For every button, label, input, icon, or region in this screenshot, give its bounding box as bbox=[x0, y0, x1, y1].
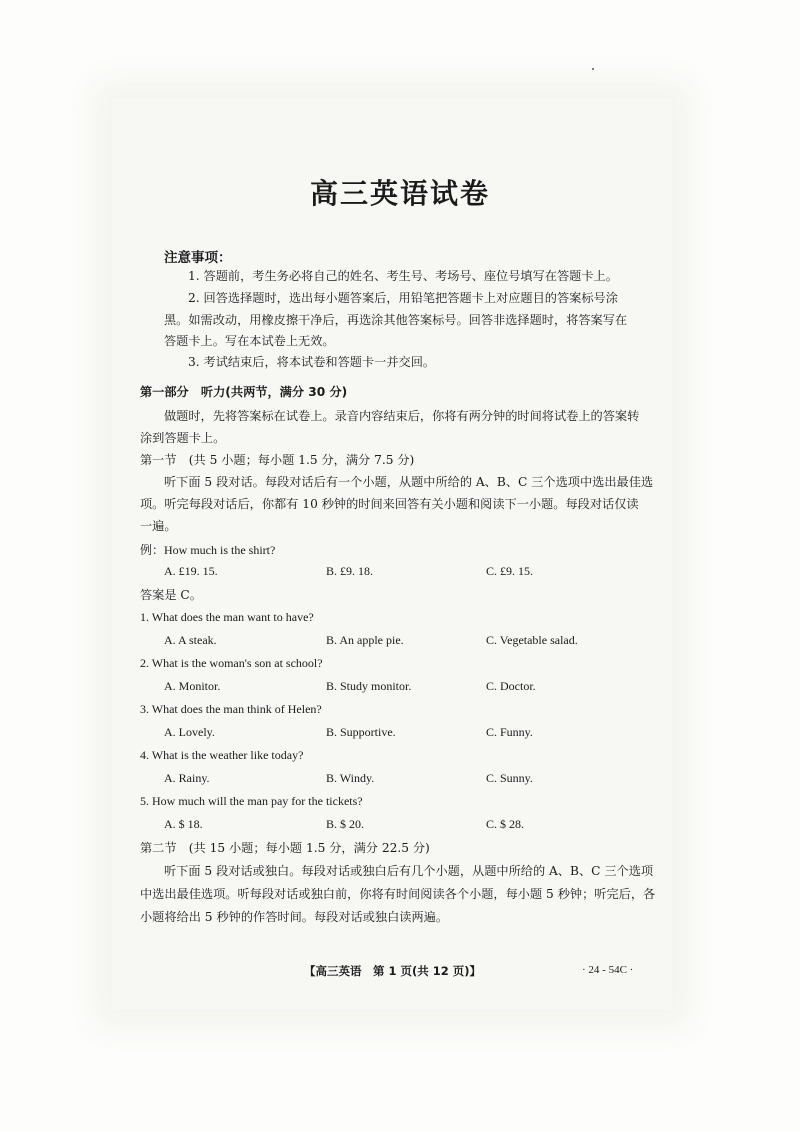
section2-instr-line-2: 中选出最佳选项。听每段对话或独白前，你将有时间阅读各个小题，每小题 5 秒钟；听完后，各 bbox=[140, 887, 656, 901]
section2-instr-line-3: 小题将给出 5 秒钟的作答时间。每段对话或独白读两遍。 bbox=[140, 910, 449, 924]
example-option-c: C. £9. 15. bbox=[486, 564, 534, 578]
question-5: 5. How much will the man pay for the tickets? bbox=[140, 794, 363, 808]
section2-instr-line-1: 听下面 5 段对话或独白。每段对话或独白后有几个小题，从题中所给的 A、B、C 三个选项 bbox=[164, 864, 654, 878]
question-1-option-b: B. An apple pie. bbox=[326, 633, 404, 647]
part1-instr-line-1: 做题时，先将答案标在试卷上。录音内容结束后，你将有两分钟的时间将试卷上的答案转 bbox=[164, 409, 640, 423]
section1-instr-line-1: 听下面 5 段对话。每段对话后有一个小题，从题中所给的 A、B、C 三个选项中选出最佳选 bbox=[164, 475, 654, 489]
page-footer-label: 【高三英语 第 1 页(共 12 页)】 bbox=[304, 964, 482, 978]
notice-item-2-line-3: 答题卡上。写在本试卷上无效。 bbox=[164, 334, 335, 348]
question-1-option-c: C. Vegetable salad. bbox=[486, 633, 578, 647]
section2-heading: 第二节 (共 15 小题；每小题 1.5 分，满分 22.5 分) bbox=[140, 841, 430, 855]
question-4: 4. What is the weather like today? bbox=[140, 748, 304, 762]
section1-heading: 第一节 (共 5 小题；每小题 1.5 分，满分 7.5 分) bbox=[140, 453, 415, 467]
question-2-option-b: B. Study monitor. bbox=[326, 679, 412, 693]
example-option-b: B. £9. 18. bbox=[326, 564, 374, 578]
example-question: 例：How much is the shirt? bbox=[140, 543, 276, 557]
section1-instr-line-2: 项。听完每段对话后，你都有 10 秒钟的时间来回答有关小题和阅读下一小题。每段对话仅读 bbox=[140, 497, 639, 511]
question-5-option-b: B. $ 20. bbox=[326, 817, 365, 831]
notice-item-3: 3. 考试结束后，将本试卷和答题卡一并交回。 bbox=[188, 355, 436, 369]
example-option-a: A. £19. 15. bbox=[164, 564, 218, 578]
question-3: 3. What does the man think of Helen? bbox=[140, 702, 322, 716]
notice-item-2-line-1: 2. 回答选择题时，选出每小题答案后，用铅笔把答题卡上对应题目的答案标号涂 bbox=[188, 291, 618, 305]
question-1: 1. What does the man want to have? bbox=[140, 610, 314, 624]
question-2-option-a: A. Monitor. bbox=[164, 679, 221, 693]
example-answer: 答案是 C。 bbox=[140, 588, 202, 602]
question-4-option-c: C. Sunny. bbox=[486, 771, 533, 785]
exam-code: · 24 - 54C · bbox=[582, 964, 634, 976]
notice-item-1: 1. 答题前，考生务必将自己的姓名、考生号、考场号、座位号填写在答题卡上。 bbox=[188, 269, 618, 283]
exam-title: 高三英语试卷 bbox=[309, 177, 490, 210]
question-5-option-c: C. $ 28. bbox=[486, 817, 525, 831]
question-3-option-c: C. Funny. bbox=[486, 725, 533, 739]
question-4-option-a: A. Rainy. bbox=[164, 771, 210, 785]
question-5-option-a: A. $ 18. bbox=[164, 817, 203, 831]
question-1-option-a: A. A steak. bbox=[164, 633, 217, 647]
question-4-option-b: B. Windy. bbox=[326, 771, 375, 785]
section1-instr-line-3: 一遍。 bbox=[140, 519, 177, 533]
notice-item-2-line-2: 黑。如需改动，用橡皮擦干净后，再选涂其他答案标号。回答非选择题时，将答案写在 bbox=[164, 313, 628, 327]
question-2-option-c: C. Doctor. bbox=[486, 679, 536, 693]
question-2: 2. What is the woman's son at school? bbox=[140, 656, 323, 670]
question-3-option-a: A. Lovely. bbox=[164, 725, 215, 739]
part1-instr-line-2: 涂到答题卡上。 bbox=[140, 431, 226, 445]
notice-heading: 注意事项： bbox=[164, 250, 232, 266]
question-3-option-b: B. Supportive. bbox=[326, 725, 396, 739]
scan-speck bbox=[592, 68, 594, 70]
part1-heading: 第一部分 听力(共两节，满分 30 分) bbox=[140, 385, 348, 399]
